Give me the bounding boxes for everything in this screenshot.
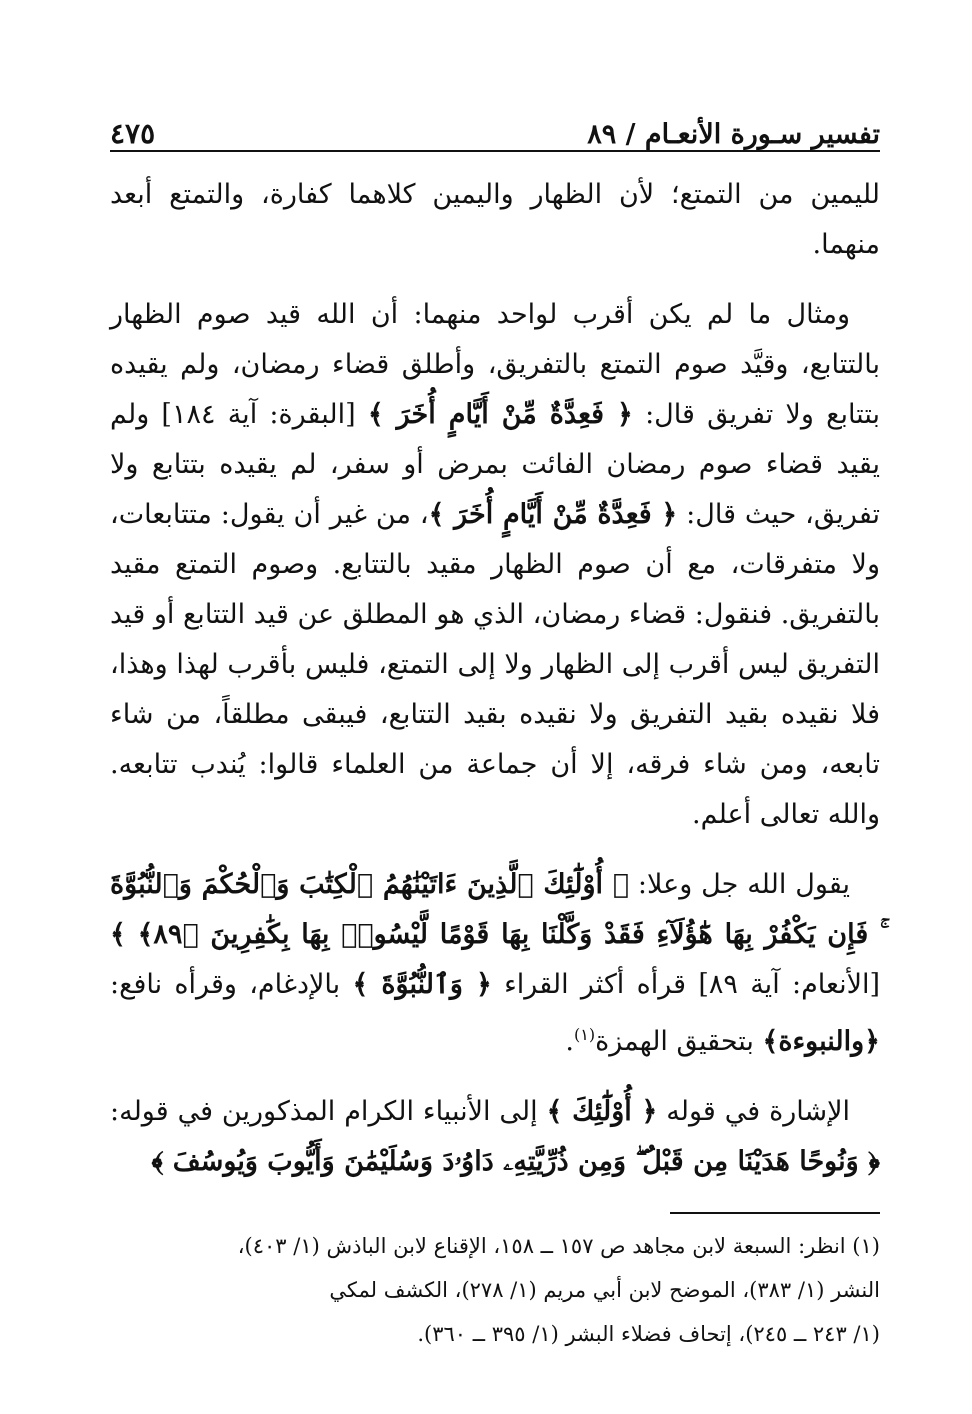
footnote-rule bbox=[670, 1212, 880, 1214]
paragraph-3-text-d: بتحقيق الهمزة bbox=[595, 1026, 763, 1057]
paragraph-3-text-b: [الأنعام: آية ٨٩] قرأه أكثر القراء bbox=[491, 969, 881, 1000]
paragraph-3 bbox=[110, 860, 880, 1067]
footnote-1-line-2: النشر (١/ ٣٨٣)، الموضح لابن أبي مريم (١/ ٢٧٨)، الكشف لمكي bbox=[329, 1278, 880, 1302]
paragraph-2-text-a: ومثال ما لم يكن أقرب لواحد منهما: أن الله قيد صوم الظهار بالتتابع، وقيَّد صوم التمتع بالتفريق، وأطلق قضاء رمضان، ولم يقيده بتتابع ولا تفريق قال: bbox=[110, 299, 880, 430]
quran-word-nubuwwa: ﴿ وَٱلنُّبُوَّةَ ﴾ bbox=[352, 969, 492, 1000]
running-title: تفسير سـورة الأنعـام / ٨٩ bbox=[587, 119, 880, 150]
paragraph-4 bbox=[110, 1087, 880, 1187]
quran-verse-89: ﴿ أُوْلَٰٓئِكَ ٱلَّذِينَ ءَاتَيْنَٰهُمُ ٱلْكِتَٰبَ وَٱلْحُكْمَ وَٱلنُّبُوَّةَ ۚ فَإِن يَكْفُرْ بِهَا هَٰٓؤُلَآءِ فَقَدْ وَكَّلْنَا بِهَا قَوْمًا لَّيْسُوا۟ بِهَا بِكَٰفِرِينَ ﴿٨٩﴾ ﴾ bbox=[110, 869, 880, 950]
quran-quote-2: ﴿ فَعِدَّةٌ مِّنْ أَيَّامٍ أُخَرَ ﴾ bbox=[428, 499, 678, 530]
paragraph-3-text-a: يقول الله جل وعلا: bbox=[628, 869, 850, 900]
page-number: ٤٧٥ bbox=[110, 117, 156, 150]
paragraph-3-text-e: . bbox=[565, 1026, 574, 1057]
quran-quote-1: ﴿ فَعِدَّةٌ مِّنْ أَيَّامٍ أُخَرَ ﴾ bbox=[367, 399, 633, 430]
paragraph-3-text-c: بالإدغام، وقرأه نافع: bbox=[110, 969, 353, 1000]
quran-verse-84: ﴿ وَنُوحًا هَدَيْنَا مِن قَبْلُ ۖ وَمِن ذُرِّيَّتِهِۦ دَاوُۥدَ وَسُلَيْمَٰنَ وَأَيُّوبَ وَيُوسُفَ ﴾ bbox=[151, 1146, 880, 1177]
paragraph-2 bbox=[110, 290, 880, 840]
paragraph-2-text-b: [البقرة: آية ١٨٤] ولم يقيد قضاء صوم رمضان الفائت بمرض أو سفر، لم يقيده بتتابع ولا تفريق، حيث قال: bbox=[110, 399, 880, 530]
footnotes bbox=[110, 1224, 880, 1356]
paragraph-1: لليمين من التمتع؛ لأن الظهار واليمين كلاهما كفارة، والتمتع أبعد منهما. bbox=[110, 179, 880, 260]
paragraph-4-text-a: الإشارة في قوله bbox=[657, 1096, 850, 1127]
footnote-1-line-1: (١) انظر: السبعة لابن مجاهد ص ١٥٧ ــ ١٥٨، الإقناع لابن الباذش (١/ ٤٠٣)، bbox=[237, 1234, 880, 1258]
footnote-1-line-3: (١/ ٢٤٣ ــ ٢٤٥)، إتحاف فضلاء البشر (١/ ٣٩٥ ــ ٣٦٠). bbox=[417, 1322, 880, 1346]
paragraph-2-text-c: ، من غير أن يقول: متتابعات، ولا متفرقات، مع أن صوم الظهار مقيد بالتتابع. وصوم التمتع مقيد بالتفريق. فنقول: قضاء رمضان، الذي هو المطلق عن قيد التتابع أو قيد التفريق ليس أقرب إلى الظهار ولا إلى التمتع، فليس بأقرب لهذا وهذا، فلا نقيده بقيد التفريق ولا نقيده بقيد التتابع، فيبقى مطلقاً، من شاء تابعه، ومن شاء فرقه، إلا أن جماعة من العلماء قالوا: يُندب تتابعه. والله تعالى أعلم. bbox=[110, 499, 880, 830]
quran-word-nubuua-nafi: ﴿والنبوءة﴾ bbox=[762, 1026, 880, 1057]
header-rule bbox=[110, 150, 880, 152]
quran-word-ulaika: ﴿ أُوْلَٰٓئِكَ ﴾ bbox=[546, 1096, 658, 1127]
page-body bbox=[110, 170, 880, 1187]
paragraph-4-text-b: إلى الأنبياء الكرام المذكورين في قوله: bbox=[110, 1096, 547, 1127]
page-header bbox=[110, 100, 880, 150]
footnote-ref-1[interactable]: (١) bbox=[574, 1025, 596, 1044]
